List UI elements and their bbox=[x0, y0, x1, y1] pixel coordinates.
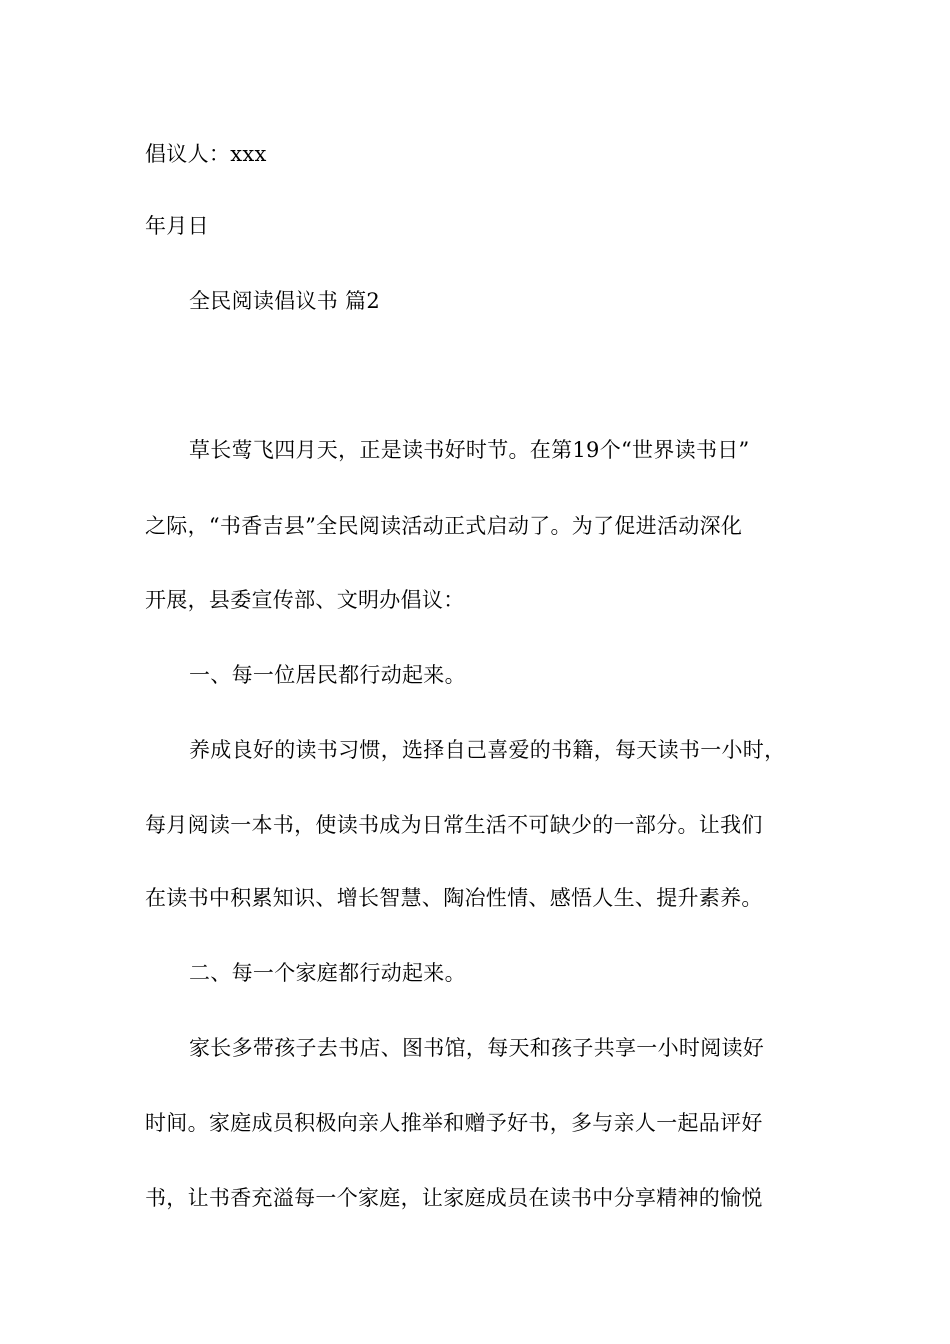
list-heading: 二、每一个家庭都行动起来。 bbox=[189, 961, 466, 985]
section-heading: 全民阅读倡议书 篇2 bbox=[189, 289, 381, 313]
paragraph-line: 在读书中积累知识、增长智慧、陶冶性情、感悟人生、提升素养。 bbox=[145, 886, 763, 910]
paragraph-line: 时间。家庭成员积极向亲人推举和赠予好书，多与亲人一起品评好 bbox=[145, 1111, 763, 1135]
list-heading: 一、每一位居民都行动起来。 bbox=[189, 663, 466, 687]
paragraph-line: 每月阅读一本书，使读书成为日常生活不可缺少的一部分。让我们 bbox=[145, 813, 763, 837]
paragraph-line: 家长多带孩子去书店、图书馆，每天和孩子共享一小时阅读好 bbox=[189, 1036, 765, 1060]
paragraph-line: 草长莺飞四月天，正是读书好时节。在第19个“世界读书日” bbox=[189, 438, 750, 462]
paragraph-line: 之际，“书香吉县”全民阅读活动正式启动了。为了促进活动深化 bbox=[145, 514, 743, 538]
paragraph-line: 开展，县委宣传部、文明办倡议： bbox=[145, 588, 465, 612]
signer-line: 倡议人：xxx bbox=[145, 142, 267, 166]
paragraph-line: 养成良好的读书习惯，选择自己喜爱的书籍，每天读书一小时， bbox=[189, 738, 786, 762]
date-line: 年月日 bbox=[145, 214, 209, 238]
paragraph-line: 书，让书香充溢每一个家庭，让家庭成员在读书中分享精神的愉悦 bbox=[145, 1186, 763, 1210]
